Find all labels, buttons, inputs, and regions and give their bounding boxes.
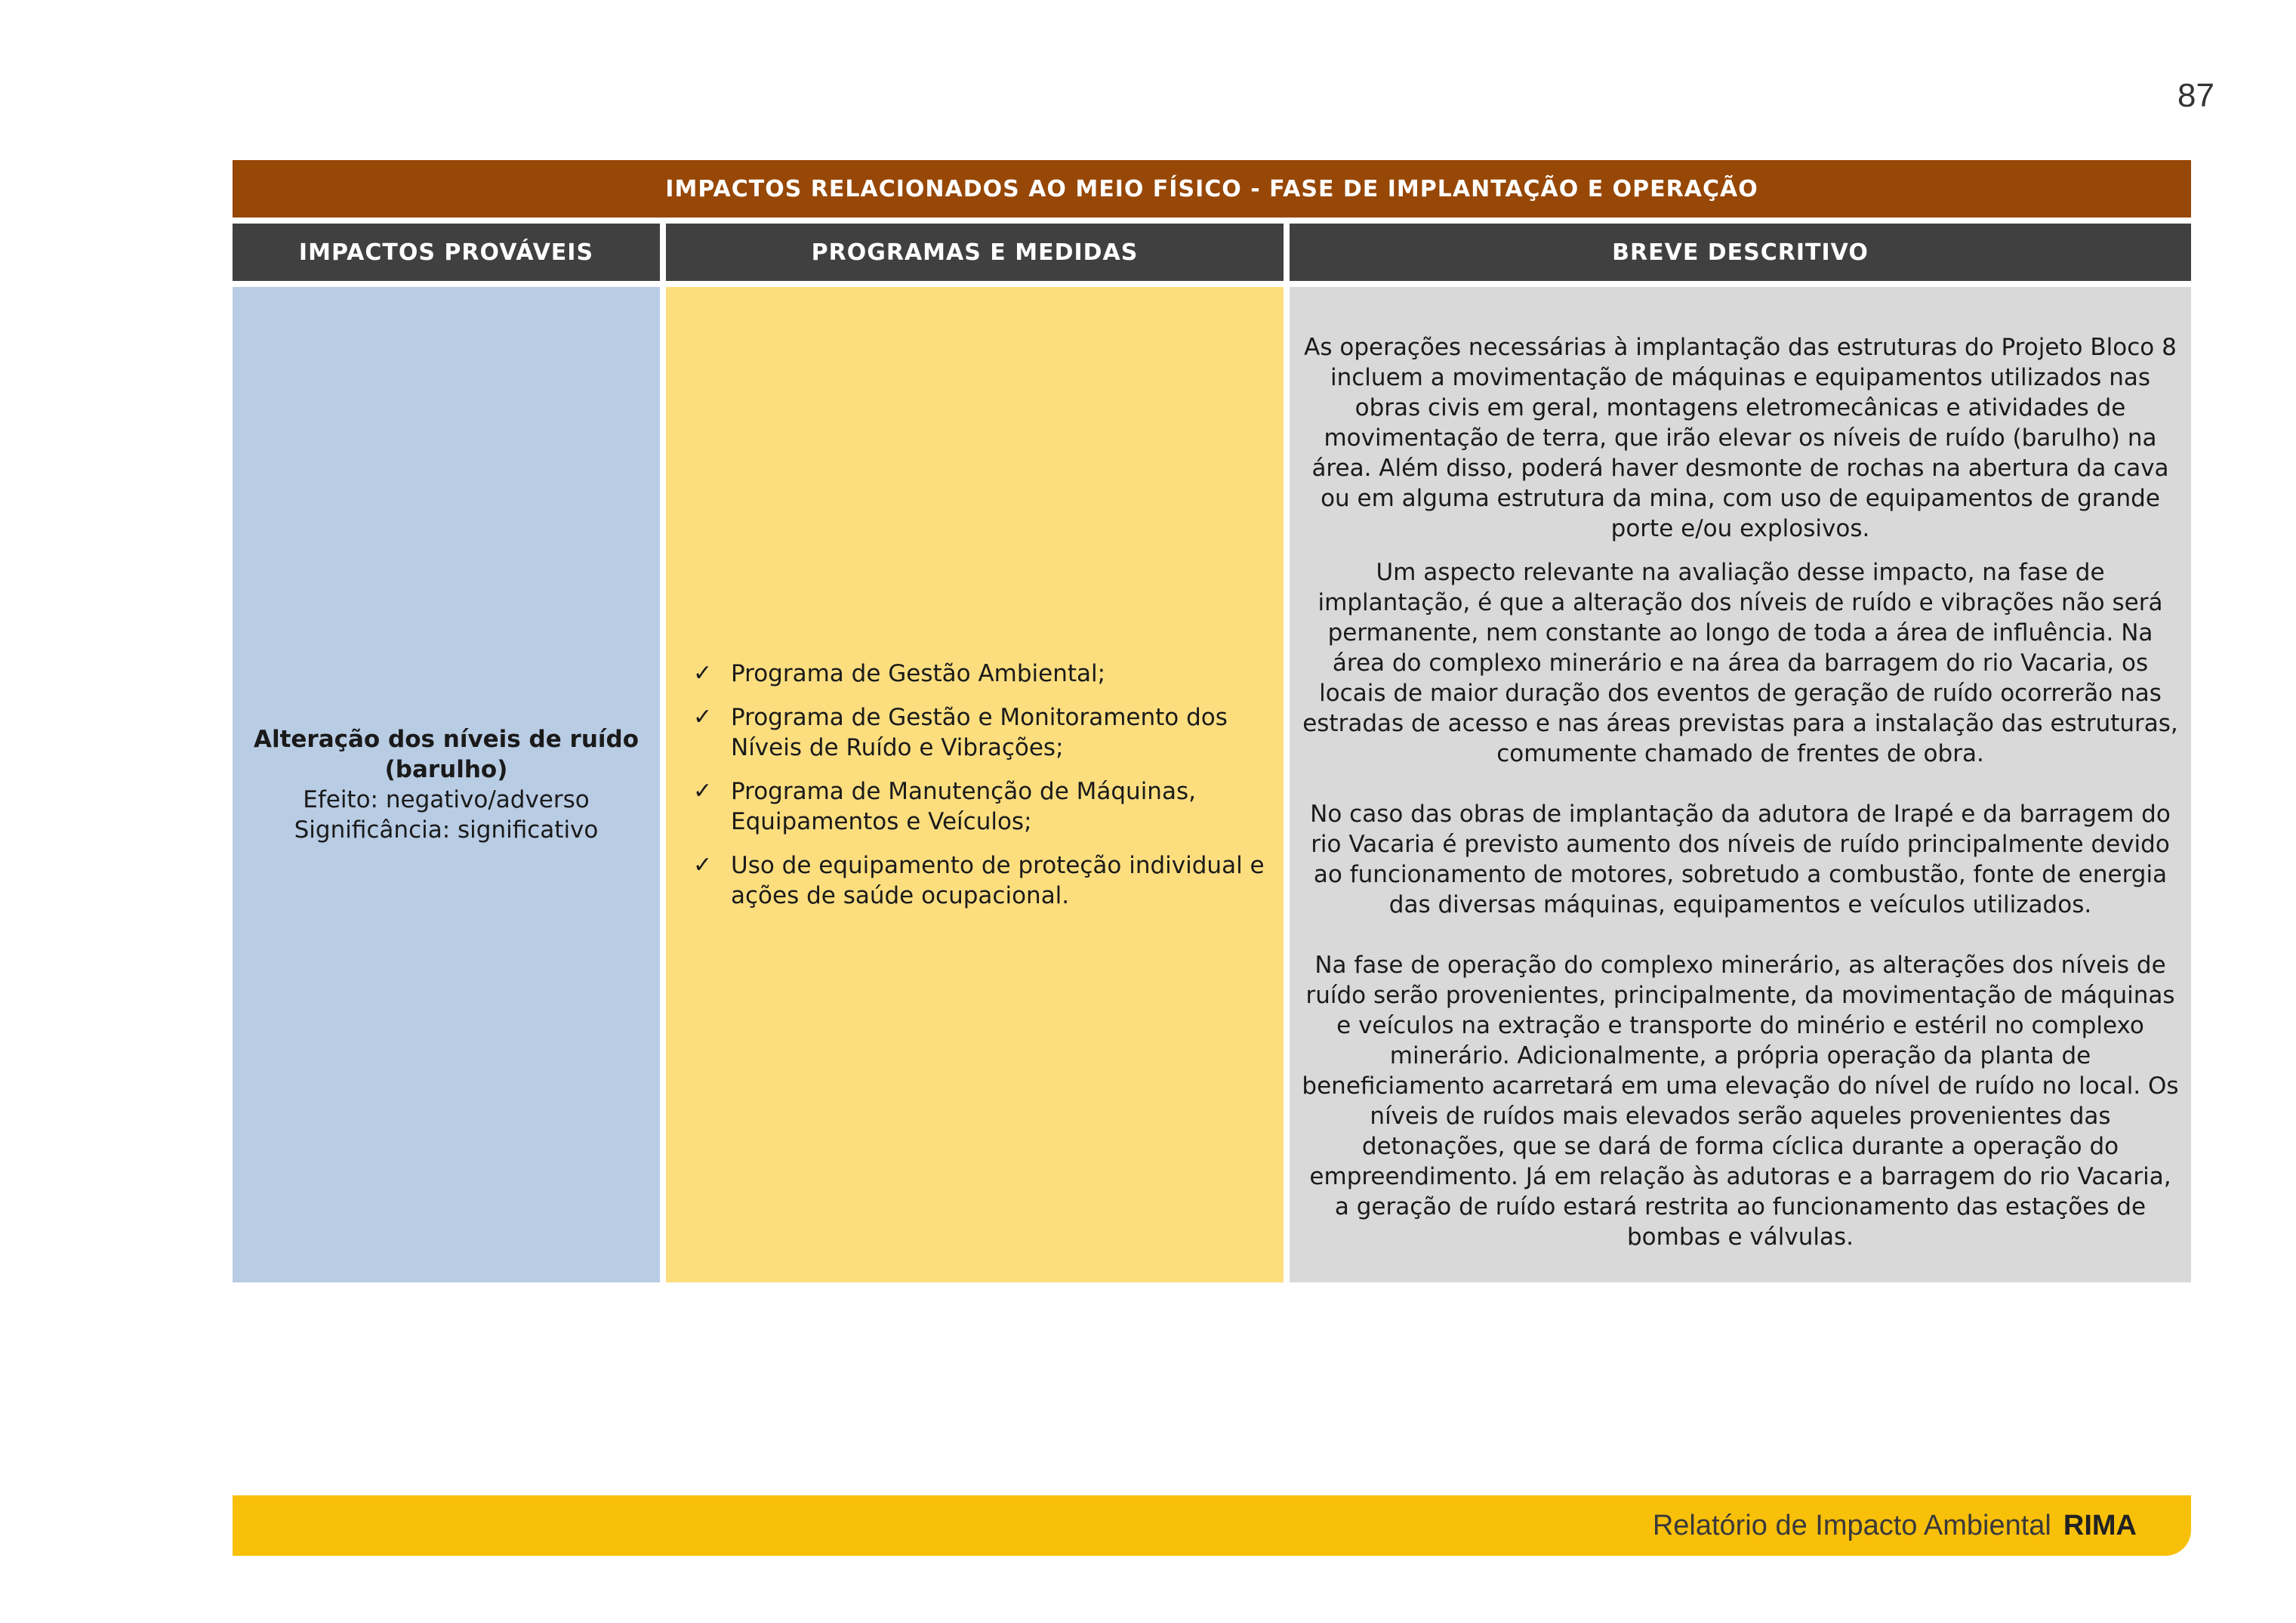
header-impactos-provaveis: IMPACTOS PROVÁVEIS [233,224,660,281]
list-item [693,702,1271,763]
table-row [233,287,2191,1282]
program-label: Uso de equipamento de proteção individual e ações de saúde ocupacional. [731,852,1265,909]
checkmark-icon: ✓ [693,778,713,804]
header-programas-medidas: PROGRAMAS E MEDIDAS [666,224,1284,281]
checkmark-icon: ✓ [693,704,713,730]
table-header-row [233,224,2191,281]
impact-title: Alteração dos níveis de ruído (barulho) [253,726,639,783]
impact-cell [233,287,660,1282]
checkmark-icon: ✓ [693,660,713,687]
list-item [693,659,1271,689]
page-number: 87 [2177,77,2214,114]
footer-brand: RIMA [2063,1509,2137,1541]
description-cell [1290,287,2191,1282]
footer-text: Relatório de Impacto Ambiental [1652,1509,2051,1541]
description-paragraph: Na fase de operação do complexo minerário, as alterações dos níveis de ruído serão provenientes, principalmente, da movimentação de máquinas e veículos na extração e transporte do minério e estéril no complexo minerário. Adicionalmente, a própria operação da planta de beneficiamento acarretará em uma elevação do nível de ruído no local. Os níveis de ruídos mais elevados serão aqueles provenientes das detonações, que se dará de forma cíclica durante a operação do empreendimento. Já em relação às adutoras e a barragem do rio Vacaria, a geração de ruído estará restrita ao funcionamento das estações de bombas e válvulas. [1302,952,2179,1251]
impact-significance: Significância: significativo [294,816,599,844]
description-paragraph: No caso das obras de implantação da adutora de Irapé e da barragem do rio Vacaria é previsto aumento dos níveis de ruído principalmente devido ao funcionamento de motores, sobretudo a combustão, fonte de energia das diversas máquinas, equipamentos e veículos utilizados. [1310,801,2171,918]
description-paragraph: Um aspecto relevante na avaliação desse impacto, na fase de implantação, é que a alteração dos níveis de ruído e vibrações não será permanente, nem constante ao longo de toda a área de influência. Na área do complexo minerário e na área da barragem do rio Vacaria, os locais de maior duração dos eventos de geração de ruído ocorrerão nas estradas de acesso e nas áreas previstas para a instalação das estruturas, comumente chamado de frentes de obra. [1302,559,2178,767]
programs-cell [666,287,1284,1282]
footer-bar [233,1495,2191,1556]
checkmark-icon: ✓ [693,852,713,878]
program-label: Programa de Manutenção de Máquinas, Equipamentos e Veículos; [731,778,1196,835]
list-item [693,850,1271,911]
list-item [693,776,1271,837]
description-paragraph: As operações necessárias à implantação das estruturas do Projeto Bloco 8 incluem a movimentação de máquinas e equipamentos utilizados nas obras civis em geral, montagens eletromecânicas e atividades de movimentação de terra, que irão elevar os níveis de ruído (barulho) na área. Além disso, poderá haver desmonte de rochas na abertura da cava ou em alguma estrutura da mina, com uso de equipamentos de grande porte e/ou explosivos. [1304,334,2177,542]
table-title: IMPACTOS RELACIONADOS AO MEIO FÍSICO - FASE DE IMPLANTAÇÃO E OPERAÇÃO [233,160,2191,218]
program-list [693,659,1271,911]
program-label: Programa de Gestão Ambiental; [731,660,1106,687]
impact-effect: Efeito: negativo/adverso [303,786,590,813]
header-breve-descritivo: BREVE DESCRITIVO [1290,224,2191,281]
impact-table [233,160,2191,1282]
program-label: Programa de Gestão e Monitoramento dos Níveis de Ruído e Vibrações; [731,704,1228,761]
